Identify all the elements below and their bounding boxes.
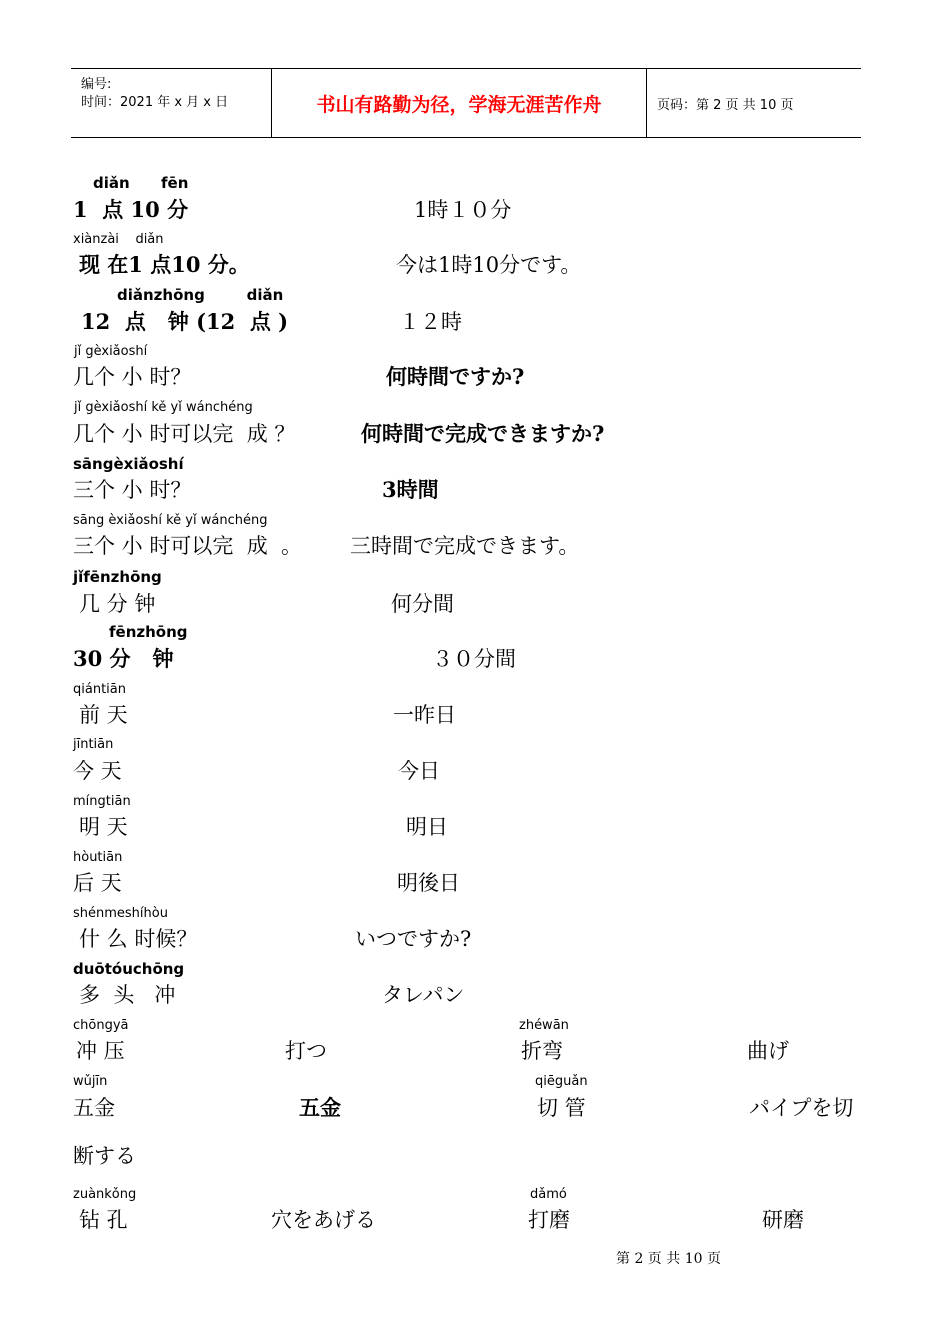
pinyin: zuànkǒng [73,1187,137,1202]
chinese-term: 几 分 钟 [79,592,156,616]
japanese-term: 1時１０分 [414,198,512,222]
japanese-term: 五金 [299,1095,341,1120]
pinyin: diǎnzhōng diǎn [117,286,284,304]
japanese-term: 曲げ [747,1039,789,1063]
japanese-term: 明後日 [397,871,460,895]
pinyin: chōngyā [73,1018,129,1033]
chinese-term: 打磨 [528,1208,570,1232]
pinyin: dǎmó [530,1187,567,1202]
japanese-term: 三時間で完成できます。 [350,534,580,558]
japanese-term: 何時間ですか? [386,364,525,389]
japanese-term: ３０分間 [432,647,516,671]
chinese-term: 1 点 10 分 [73,197,189,222]
chinese-term: 五金 [73,1096,115,1120]
japanese-term: パイプを切 [749,1096,854,1120]
pinyin: jīntiān [73,737,114,752]
number-label: 编号: [81,77,112,92]
pinyin: sāngèxiǎoshí [73,455,184,473]
japanese-term: いつですか? [355,927,472,951]
japanese-term: １２時 [399,310,462,334]
japanese-term: 今日 [398,759,440,783]
japanese-term: 打つ [285,1039,327,1063]
time-label: 时间：2021 年 x 月 x 日 [81,95,229,110]
pinyin: xiànzài diǎn [73,232,164,247]
pinyin: sāng èxiǎoshí kě yǐ wánchéng [73,513,268,528]
motto: 书山有路勤为径，学海无涯苦作舟 [272,69,647,137]
pinyin: qiántiān [73,682,126,697]
pinyin: wǔjīn [73,1074,108,1089]
pinyin: duōtóuchōng [73,960,185,978]
chinese-term: 三个 小 时可以完 成 。 [73,534,303,558]
pinyin: hòutiān [73,850,123,865]
pinyin: zhéwān [519,1018,569,1033]
header-table [71,68,861,138]
japanese-term: 3時間 [382,477,439,502]
pinyin: shénmeshíhòu [73,906,168,921]
japanese-term: 一昨日 [393,703,456,727]
page-info: 页码：第 2 页 共 10 页 [657,97,794,113]
japanese-term: 明日 [406,815,448,839]
chinese-term: 断する [73,1144,136,1168]
japanese-term: タレパン [382,983,465,1007]
japanese-term: 穴をあげる [271,1208,376,1232]
chinese-term: 前 天 [79,703,128,727]
chinese-term: 三个 小 时？ [73,478,192,502]
pinyin: fēnzhōng [109,623,188,641]
chinese-term: 明 天 [79,815,128,839]
japanese-term: 何分間 [391,592,454,616]
chinese-term: 折弯 [521,1039,563,1063]
chinese-term: 12 点 钟 (12 点 ) [81,309,289,334]
chinese-term: 几个 小 时？ [73,365,192,389]
chinese-term: 现 在1 点10 分。 [79,252,250,277]
chinese-term: 30 分 钟 [73,646,174,671]
chinese-term: 后 天 [73,871,122,895]
chinese-term: 今 天 [73,759,122,783]
page-footer: 第 2 页 共 10 页 [616,1251,721,1267]
pinyin: qiēguǎn [535,1074,588,1089]
pinyin: jǐ gèxiǎoshí kě yǐ wánchéng [74,400,253,415]
pinyin: diǎn fēn [93,174,189,192]
pinyin: míngtiān [73,794,131,809]
japanese-term: 研磨 [762,1208,804,1232]
header-info-cell [71,69,272,137]
chinese-term: 几个 小 时可以完 成 ？ [73,422,296,446]
chinese-term: 什 么 时候？ [79,927,198,951]
chinese-term: 冲 压 [76,1039,125,1063]
japanese-term: 何時間で完成できますか? [361,421,605,446]
chinese-term: 钻 孔 [79,1208,128,1232]
pinyin: jǐ gèxiǎoshí [74,344,148,359]
chinese-term: 切 管 [537,1096,586,1120]
japanese-term: 今は1時10分です。 [396,253,582,277]
chinese-term: 多 头 冲 [79,983,176,1007]
pinyin: jǐfēnzhōng [73,568,162,586]
